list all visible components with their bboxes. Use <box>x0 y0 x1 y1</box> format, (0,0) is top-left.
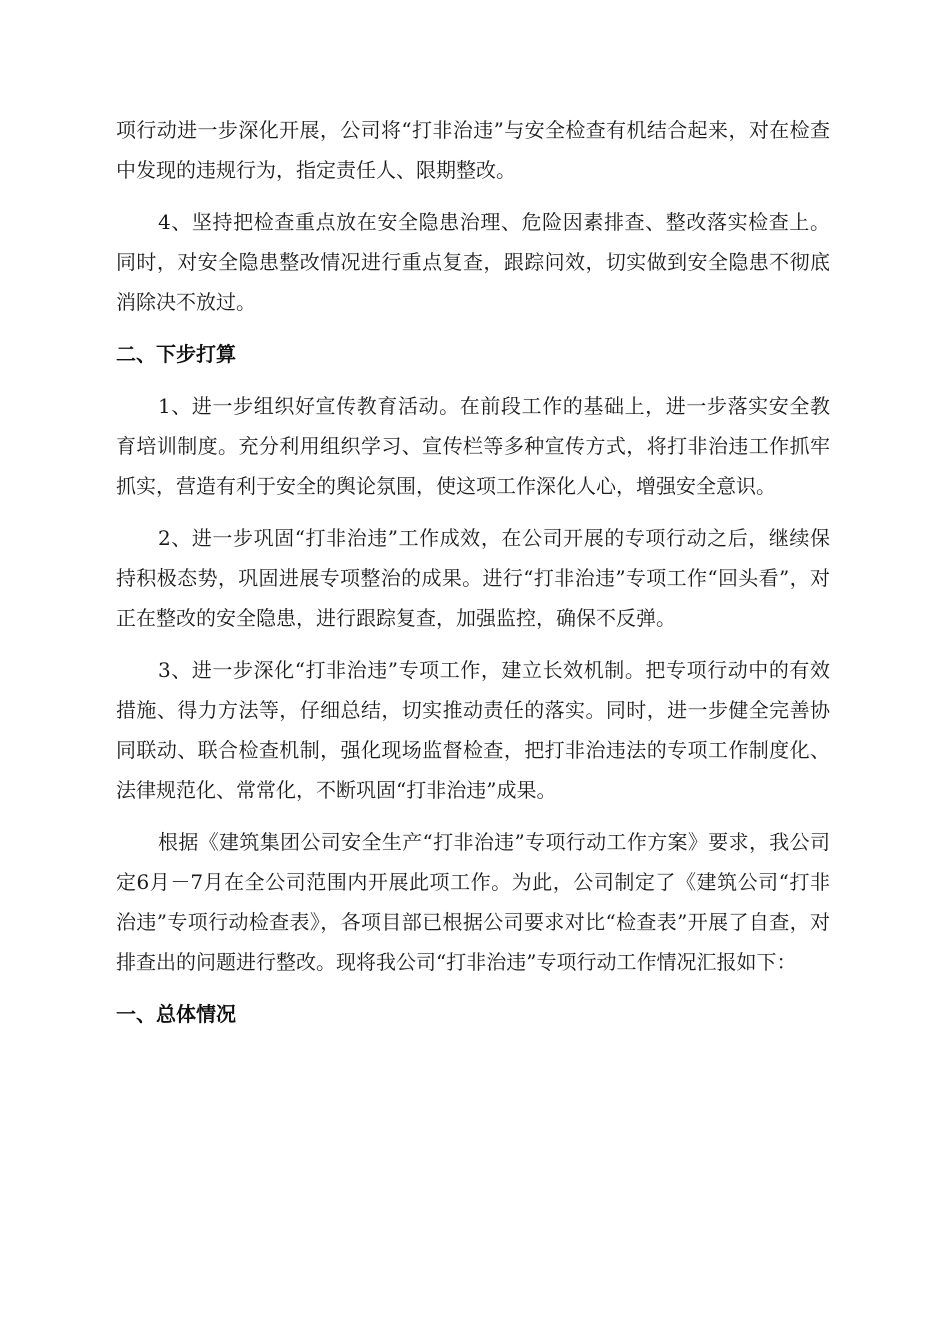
paragraph-continuation: 项行动进一步深化开展，公司将“打非治违”与安全检查有机结合起来，对在检查中发现的违规行为，指定责任人、限期整改。 <box>116 118 830 182</box>
paragraph-plan-2: 2、进一步巩固“打非治违”工作成效，在公司开展的专项行动之后，继续保持积极态势，巩固进展专项整治的成果。进行“打非治违”专项工作“回头看”，对正在整改的安全隐患，进行跟踪复查，加强监控，确保不反弹。 <box>116 526 830 630</box>
section-heading-next-steps: 二、下步打算 <box>116 342 236 366</box>
section-heading-overview: 一、总体情况 <box>116 1002 236 1026</box>
paragraph-item-4: 4、坚持把检查重点放在安全隐患治理、危险因素排查、整改落实检查上。同时，对安全隐患整改情况进行重点复查，跟踪问效，切实做到安全隐患不彻底消除决不放过。 <box>116 210 830 314</box>
paragraph-plan-3: 3、进一步深化“打非治违”专项工作，建立长效机制。把专项行动中的有效措施、得力方法等，仔细总结，切实推动责任的落实。同时，进一步健全完善协同联动、联合检查机制，强化现场监督检查，把打非治违法的专项工作制度化、法律规范化、常常化，不断巩固“打非治违”成果。 <box>116 658 830 802</box>
document-body <box>116 110 830 1046</box>
paragraph-plan-1: 1、进一步组织好宣传教育活动。在前段工作的基础上，进一步落实安全教育培训制度。充分利用组织学习、宣传栏等多种宣传方式，将打非治违工作抓牢抓实，营造有利于安全的舆论氛围，使这项工作深化人心，增强安全意识。 <box>116 394 830 498</box>
paragraph-intro: 根据《建筑集团公司安全生产“打非治违”专项行动工作方案》要求，我公司定6月－7月在全公司范围内开展此项工作。为此，公司制定了《建筑公司“打非治违”专项行动检查表》，各项目部已根据公司要求对比“检查表”开展了自查，对排查出的问题进行整改。现将我公司“打非治违”专项行动工作情况汇报如下： <box>116 830 830 974</box>
